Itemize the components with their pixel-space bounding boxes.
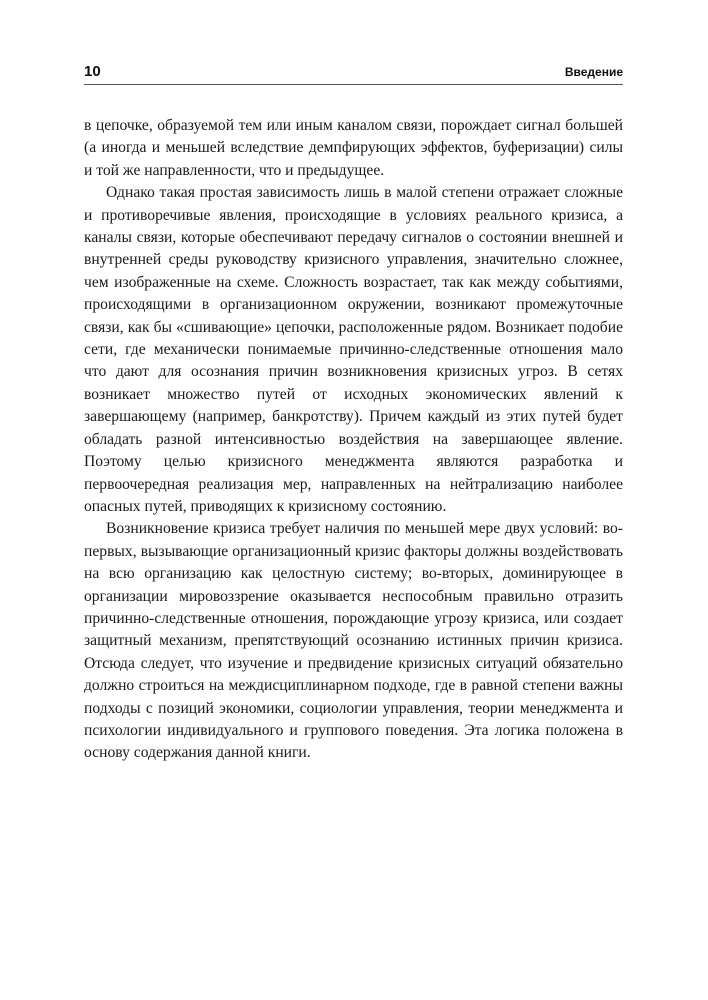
section-title: Введение xyxy=(564,65,623,79)
body-text xyxy=(84,115,623,765)
running-header xyxy=(84,62,623,85)
paragraph-1: в цепочке, образуемой тем или иным каналом связи, порождает сигнал большей (а иногда и меньшей вследствие демпфирующих эффектов, буферизации) силы и той же направленности, что и предыдущее. xyxy=(84,117,623,179)
paragraph-2: Однако такая простая зависимость лишь в малой степени отражает сложные и противоречивые явления, происходящие в условиях реального кризиса, а каналы связи, которые обеспечивают передачу сигналов о состоянии внешней и внутренней среды руководству кризисного управления, значительно сложнее, чем изображенные на схеме. Сложность возрастает, так как между событиями, происходящими в организационном окружении, возникают промежуточные связи, как бы «сшивающие» цепочки, расположенные рядом. Возникает подобие сети, где механически понимаемые причинно-следственные отношения мало что дают для осознания причин возникновения кризисных угроз. В сетях возникает множество путей от исходных экономических явлений к завершающему (например, банкротству). Причем каждый из этих путей будет обладать разной интенсивностью воздействия на завершающее явление. Поэтому целью кризисного менеджмента являются разработка и первоочередная реализация мер, направленных на нейтрализацию наиболее опасных путей, приводящих к кризисному состоянию. xyxy=(84,184,623,515)
page-number: 10 xyxy=(84,63,101,80)
paragraph-3: Возникновение кризиса требует наличия по меньшей мере двух условий: во-первых, вызывающие организационный кризис факторы должны воздействовать на всю организацию как целостную систему; во-вторых, доминирующее в организации мировоззрение оказывается неспособным правильно отразить причинно-следственные отношения, порождающие угрозу кризиса, или создает защитный механизм, препятствующий осознанию истинных причин кризиса. Отсюда следует, что изучение и предвидение кризисных ситуаций обязательно должно строиться на междисциплинарном подходе, где в равной степени важны подходы с позиций экономики, социологии управления, теории менеджмента и психологии индивидуального и группового поведения. Эта логика положена в основу содержания данной книги. xyxy=(84,520,623,762)
